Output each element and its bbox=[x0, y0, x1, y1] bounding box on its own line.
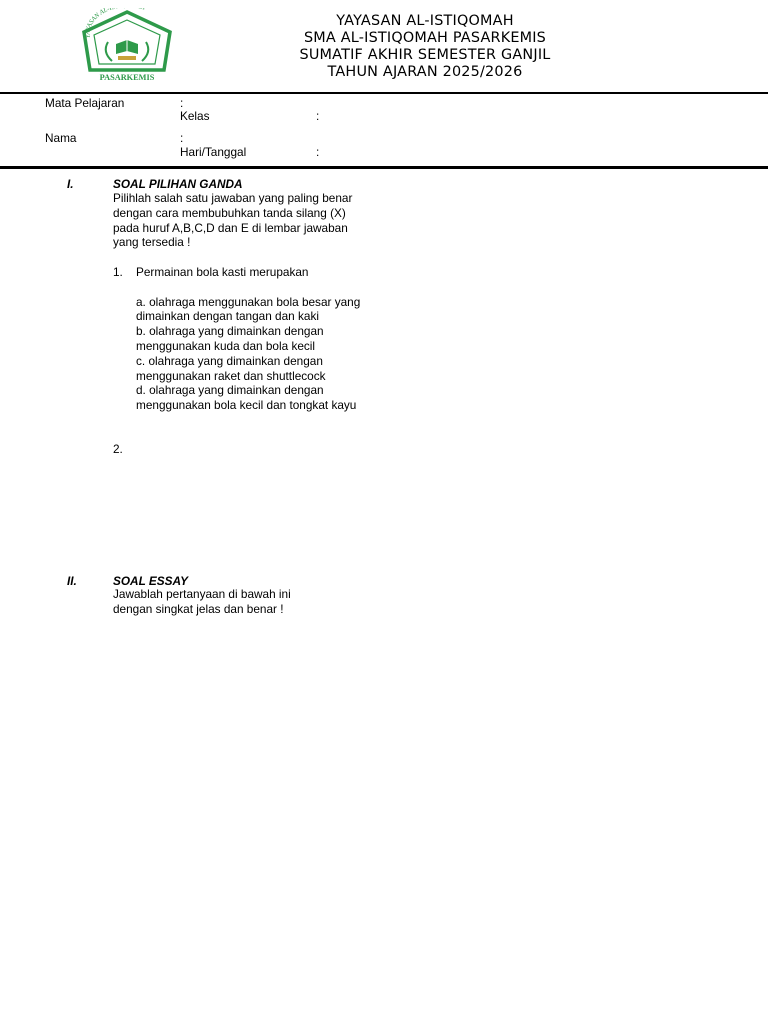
section-1-number: I. bbox=[67, 177, 74, 191]
question-1-number: 1. bbox=[113, 265, 123, 279]
question-1-option-a: a. olahraga menggunakan bola besar yang dimainkan dengan tangan dan kaki bbox=[136, 294, 361, 324]
question-1 bbox=[136, 265, 366, 413]
logo-bottom-text: PASARKEMIS bbox=[99, 73, 155, 82]
foundation-name: YAYASAN AL-ISTIQOMAH bbox=[336, 13, 514, 29]
tanggal-label: Hari/Tanggal bbox=[180, 145, 247, 159]
question-1-option-c: c. olahraga yang dimainkan dengan menggunakan raket dan shuttlecock bbox=[136, 353, 326, 383]
svg-text:YAYASAN AL-ISTIQOMAH bbox=[84, 8, 147, 39]
mapel-colon: : bbox=[180, 96, 184, 110]
tanggal-colon: : bbox=[316, 145, 320, 159]
question-1-text: Permainan bola kasti merupakan bbox=[136, 265, 309, 279]
kelas-colon: : bbox=[316, 109, 320, 123]
school-name: SMA AL-ISTIQOMAH PASARKEMIS bbox=[303, 30, 547, 46]
section-2-instruction: Jawablah pertanyaan di bawah ini dengan singkat jelas dan benar ! bbox=[113, 587, 291, 616]
question-1-option-b: b. olahraga yang dimainkan dengan menggunakan kuda dan bola kecil bbox=[136, 324, 324, 353]
nama-colon: : bbox=[180, 131, 184, 145]
section-1-instruction: Pilihlah salah satu jawaban yang paling benar dengan cara membubuhkan tanda silang (X) pada huruf A,B,C,D dan E di lembar jawaban yang tersedia ! bbox=[113, 191, 353, 250]
exam-title: SUMATIF AKHIR SEMESTER GANJIL bbox=[299, 47, 551, 63]
section-2-number: II. bbox=[67, 574, 77, 588]
section-2-title: SOAL ESSAY bbox=[113, 574, 188, 588]
school-logo bbox=[76, 8, 178, 84]
kelas-label: Kelas bbox=[180, 109, 210, 123]
mapel-label: Mata Pelajaran bbox=[45, 96, 125, 110]
question-2-number: 2. bbox=[113, 442, 123, 456]
academic-year: TAHUN AJARAN 2025/2026 bbox=[327, 64, 523, 80]
header-divider-bottom bbox=[0, 166, 768, 169]
section-1-title: SOAL PILIHAN GANDA bbox=[113, 177, 243, 191]
header-divider-top bbox=[0, 92, 768, 94]
logo-arc-text: YAYASAN AL-I bbox=[84, 8, 113, 39]
school-header bbox=[262, 13, 588, 81]
question-1-option-d: d. olahraga yang dimainkan dengan menggunakan bola kecil dan tongkat kayu bbox=[136, 383, 357, 413]
nama-label: Nama bbox=[45, 131, 77, 145]
